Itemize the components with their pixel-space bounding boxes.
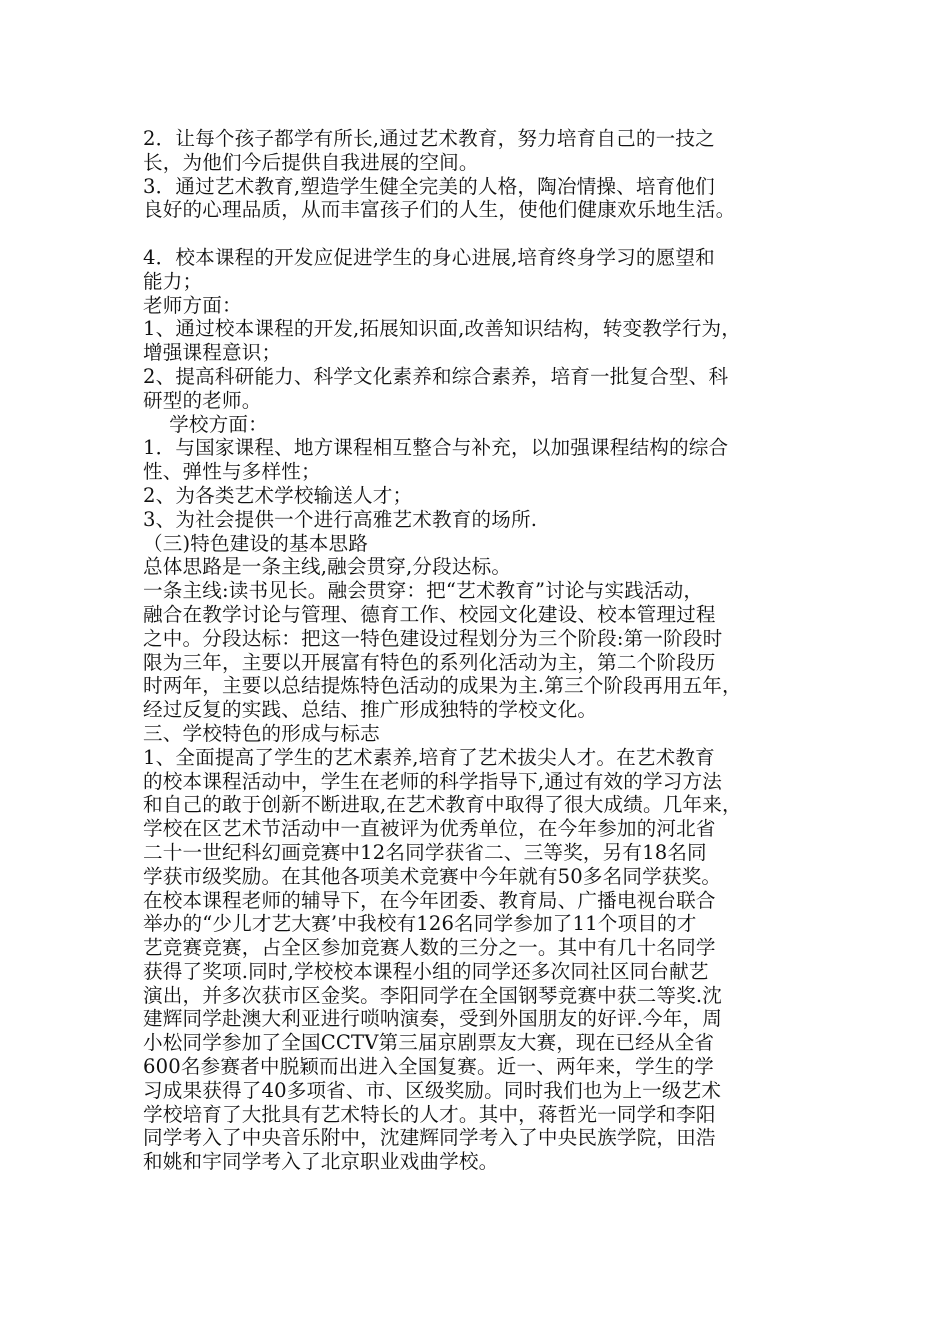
text-line: （三)特色建设的基本思路	[143, 531, 368, 555]
text-line: 老师方面：	[143, 293, 242, 317]
text-line: 良好的心理品质，从而丰富孩子们的人生，使他们健康欢乐地生活。	[143, 198, 736, 222]
text-line: 时两年，主要以总结提炼特色活动的成果为主.第三个阶段再用五年，	[143, 674, 742, 698]
text-line: 增强课程意识；	[143, 341, 282, 365]
text-line: 获得了奖项.同时,学校校本课程小组的同学还多次同社区同台献艺	[143, 959, 709, 983]
text-line: 3．通过艺术教育,塑造学生健全完美的人格，陶冶情操、培育他们	[143, 174, 715, 198]
text-line: 1、全面提高了学生的艺术素养,培育了艺术拔尖人才。在艺术教育	[143, 745, 715, 769]
text-line: 习成果获得了40多项省、市、区级奖励。同时我们也为上一级艺术	[143, 1078, 722, 1102]
text-line: 演出，并多次获市区金奖。李阳同学在全国钢琴竞赛中获二等奖.沈	[143, 983, 722, 1007]
text-line: 2、为各类艺术学校输送人才；	[143, 483, 413, 507]
text-line: 和姚和宇同学考入了北京职业戏曲学校。	[143, 1150, 499, 1174]
text-line: 3、为社会提供一个进行高雅艺术教育的场所.	[143, 507, 538, 531]
text-line: 艺竞赛竞赛，占全区参加竞赛人数的三分之一。其中有几十名同学	[143, 936, 716, 960]
text-line: 一条主线:读书见长。融会贯穿：把“艺术教育”讨论与实践活动，	[143, 579, 704, 603]
text-line: 1、通过校本课程的开发,拓展知识面,改善知识结构，转变教学行为，	[143, 317, 741, 341]
text-line: 长，为他们今后提供自我进展的空间。	[143, 150, 479, 174]
text-line: 融合在教学讨论与管理、德育工作、校园文化建设、校本管理过程	[143, 602, 716, 626]
text-line: 在校本课程老师的辅导下，在今年团委、教育局、广播电视台联合	[143, 888, 716, 912]
text-line: 学获市级奖励。在其他各项美术竞赛中今年就有50多名同学获奖。	[143, 864, 722, 888]
text-line: 学校在区艺术节活动中一直被评为优秀单位，在今年参加的河北省	[143, 817, 716, 841]
text-line: 三、学校特色的形成与标志	[143, 721, 380, 745]
text-line: 研型的老师。	[143, 388, 262, 412]
text-line: 建辉同学赴澳大利亚进行唢呐演奏，受到外国朋友的好评.今年，周	[143, 1007, 722, 1031]
document-body	[143, 127, 815, 1174]
text-line: 2、提高科研能力、科学文化素养和综合素养，培育一批复合型、科	[143, 364, 729, 388]
text-line: 小松同学参加了全国CCTV第三届京剧票友大赛，现在已经从全省	[143, 1031, 715, 1055]
text-line: 2．让每个孩子都学有所长,通过艺术教育，努力培育自己的一技之	[143, 127, 715, 150]
text-line: 限为三年，主要以开展富有特色的系列化活动为主，第二个阶段历	[143, 650, 716, 674]
blank-line	[143, 222, 815, 246]
text-line: 总体思路是一条主线,融会贯穿,分段达标。	[143, 555, 512, 579]
text-line: 4．校本课程的开发应促进学生的身心进展,培育终身学习的愿望和	[143, 245, 715, 269]
text-line: 之中。分段达标：把这一特色建设过程划分为三个阶段:第一阶段时	[143, 626, 723, 650]
text-line: 经过反复的实践、总结、推广形成独特的学校文化。	[143, 698, 598, 722]
text-line: 学校方面：	[143, 412, 268, 436]
text-line: 学校培育了大批具有艺术特长的人才。其中，蒋哲光一同学和李阳	[143, 1102, 716, 1126]
text-line: 能力；	[143, 269, 203, 293]
text-line: 600名参赛者中脱颖而出进入全国复赛。近一、两年来，学生的学	[143, 1055, 714, 1079]
text-line: 和自己的敢于创新不断进取,在艺术教育中取得了很大成绩。几年来，	[143, 793, 742, 817]
text-line: 1．与国家课程、地方课程相互整合与补充，以加强课程结构的综合	[143, 436, 729, 460]
text-line: 举办的“少儿才艺大赛’中我校有126名同学参加了11个项目的才	[143, 912, 697, 936]
text-line: 性、弹性与多样性；	[143, 460, 321, 484]
text-line: 二十一世纪科幻画竞赛中12名同学获省二、三等奖，另有18名同	[143, 840, 707, 864]
text-line: 同学考入了中央音乐附中，沈建辉同学考入了中央民族学院，田浩	[143, 1126, 716, 1150]
text-line: 的校本课程活动中，学生在老师的科学指导下,通过有效的学习方法	[143, 769, 722, 793]
